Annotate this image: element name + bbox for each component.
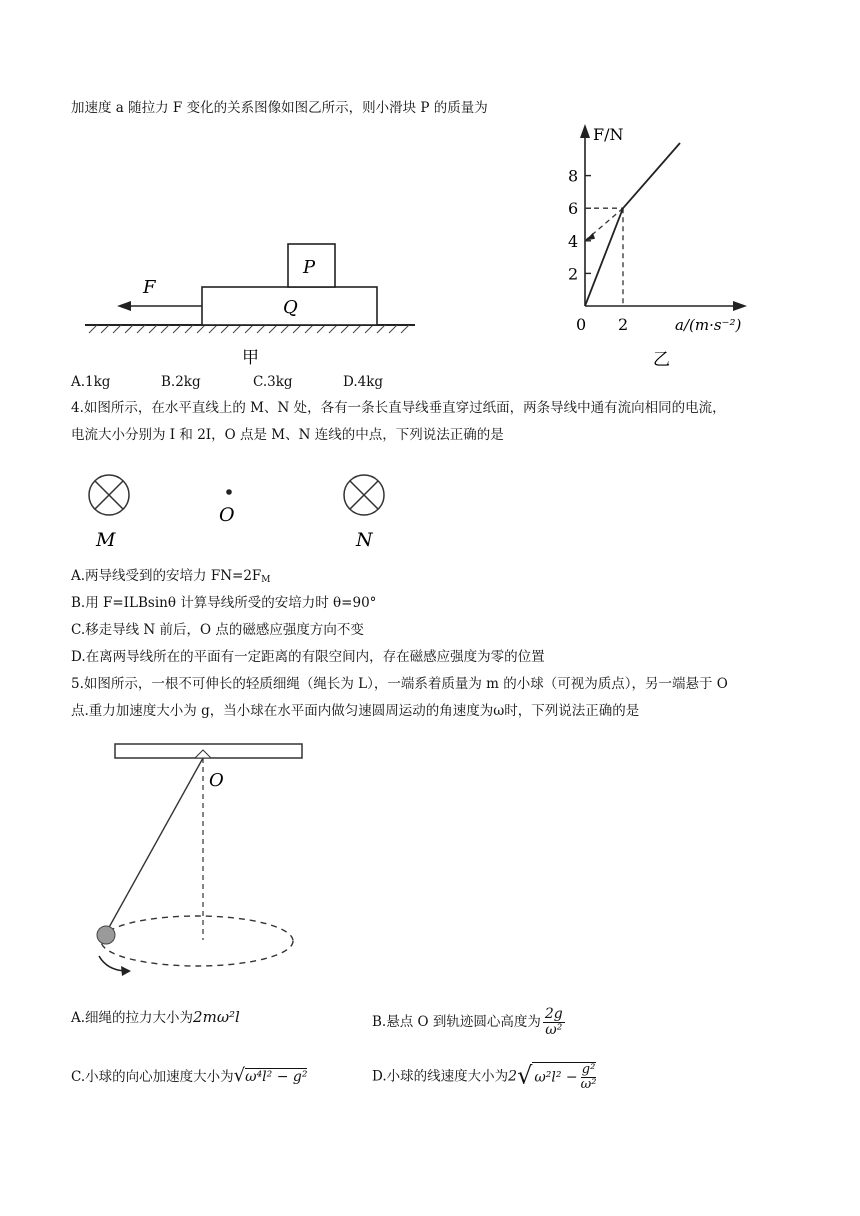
q5-option-a-text: A.细绳的拉力大小为 bbox=[71, 1010, 194, 1026]
q4-option-a-subscript: M bbox=[261, 575, 271, 585]
q5-option-d-denominator: ω² bbox=[580, 1077, 597, 1092]
q5-option-d-radicand bbox=[532, 1062, 596, 1092]
figure-yi-graph bbox=[555, 120, 770, 372]
q5-option-c-text: C.小球的向心加速度大小为 bbox=[71, 1069, 234, 1085]
q5-option-d-formula: ω²l² − bbox=[534, 1069, 578, 1086]
q5-option-d-fraction bbox=[581, 1063, 597, 1092]
q4-option-a bbox=[71, 566, 271, 590]
q4-option-a-text: A.两导线受到的安培力 FN=2F bbox=[71, 568, 262, 584]
x-tick-label: 2 bbox=[618, 315, 629, 334]
series-line-2 bbox=[623, 143, 680, 208]
q4-option-c: C.移走导线 N 前后，O 点的磁感应强度方向不变 bbox=[71, 622, 364, 638]
q4-stem-line2: 电流大小分别为 I 和 2I，O 点是 M、N 连线的中点，下列说法正确的是 bbox=[71, 427, 504, 443]
q5-option-d-text: D.小球的线速度大小为 bbox=[372, 1068, 509, 1085]
q3-stem-tail: 加速度 a 随拉力 F 变化的关系图像如图乙所示，则小滑块 P 的质量为 bbox=[71, 100, 488, 116]
figure-wires bbox=[80, 465, 400, 555]
y-tick-label: 8 bbox=[568, 166, 579, 186]
sqrt-icon: √ bbox=[517, 1061, 533, 1090]
figure-jia bbox=[85, 235, 425, 370]
q3-option-d: D.4kg bbox=[343, 374, 384, 390]
y-axis bbox=[580, 124, 590, 306]
q5-option-c-formula: ω⁴l² − g² bbox=[245, 1069, 308, 1085]
q5-option-b bbox=[372, 1007, 565, 1038]
q5-option-b-denominator: ω² bbox=[545, 1022, 563, 1038]
ball bbox=[97, 926, 115, 944]
caption-yi: 乙 bbox=[653, 350, 670, 370]
label-n: N bbox=[356, 529, 373, 551]
q5-option-d-numerator: g² bbox=[581, 1062, 596, 1077]
x-axis-label: a/(m·s⁻²) bbox=[675, 316, 742, 334]
ground bbox=[85, 325, 415, 333]
y-tick-label: 2 bbox=[568, 264, 579, 284]
q5-option-d-coefficient: 2 bbox=[508, 1068, 518, 1085]
wire-n-cross-icon bbox=[344, 475, 384, 515]
wire-m-cross-icon bbox=[89, 475, 129, 515]
force-arrow bbox=[117, 301, 202, 311]
x-axis bbox=[585, 301, 747, 311]
q3-option-c: C.3kg bbox=[253, 374, 293, 390]
label-m: M bbox=[96, 529, 116, 551]
q5-option-c bbox=[71, 1066, 307, 1087]
sqrt-icon: √ bbox=[233, 1065, 246, 1086]
q5-option-b-numerator: 2g bbox=[544, 1006, 563, 1022]
y-tick-label: 4 bbox=[568, 231, 579, 251]
q5-option-d bbox=[372, 1062, 596, 1092]
label-q: Q bbox=[283, 297, 298, 318]
string bbox=[107, 758, 203, 931]
y-tick-label: 6 bbox=[568, 199, 579, 219]
q3-option-a: A.1kg bbox=[71, 374, 111, 390]
y-axis-label: F/N bbox=[593, 125, 624, 144]
series-line-1 bbox=[585, 208, 623, 306]
q5-stem-line2: 点.重力加速度大小为 g，当小球在水平面内做匀速圆周运动的角速度为ω时，下列说法正确的是 bbox=[71, 703, 640, 719]
point-o-dot bbox=[226, 489, 232, 495]
q3-option-b: B.2kg bbox=[161, 374, 201, 390]
origin-label: 0 bbox=[576, 315, 587, 334]
q5-option-b-text: B.悬点 O 到轨迹圆心高度为 bbox=[372, 1014, 541, 1030]
caption-jia: 甲 bbox=[242, 348, 259, 368]
label-p: P bbox=[303, 257, 316, 278]
q5-option-b-fraction bbox=[543, 1007, 565, 1038]
label-o: O bbox=[219, 504, 235, 526]
rotation-arrow bbox=[99, 956, 131, 976]
figure-conical-pendulum bbox=[85, 738, 315, 978]
q5-option-a-formula: 2mω²l bbox=[193, 1008, 240, 1026]
q5-option-a bbox=[71, 1007, 240, 1028]
q4-option-b: B.用 F=ILBsinθ 计算导线所受的安培力时 θ=90° bbox=[71, 595, 377, 611]
q5-stem-line1: 5.如图所示，一根不可伸长的轻质细绳（绳长为 L），一端系着质量为 m 的小球（可视为质点），另一端悬于 O bbox=[71, 676, 728, 692]
circular-path bbox=[101, 916, 293, 966]
q4-stem-line1: 4.如图所示，在水平直线上的 M、N 处，各有一条长直导线垂直穿过纸面，两条导线中通有流向相同的电流， bbox=[71, 400, 726, 416]
q4-option-d: D.在离两导线所在的平面有一定距离的有限空间内，存在磁感应强度为零的位置 bbox=[71, 649, 545, 665]
label-f: F bbox=[143, 277, 156, 298]
label-o-pivot: O bbox=[209, 770, 224, 791]
